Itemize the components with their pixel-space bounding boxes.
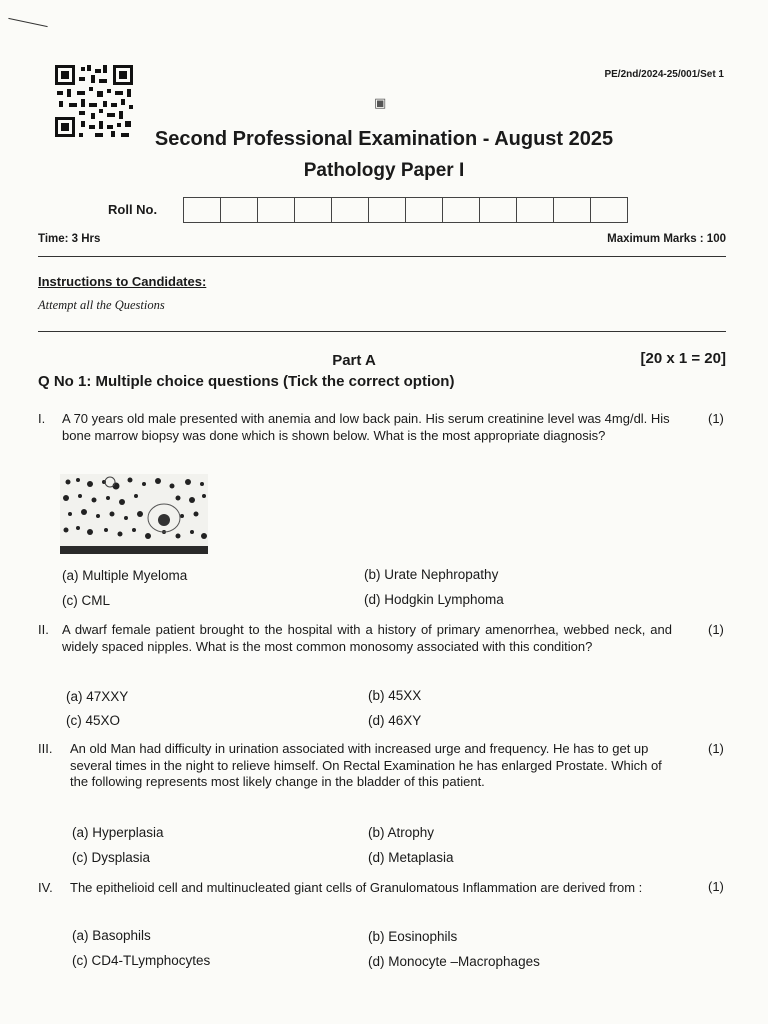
- part-marks: [20 x 1 = 20]: [640, 350, 726, 367]
- roll-number-label: Roll No.: [108, 202, 158, 217]
- option-b[interactable]: (b) Eosinophils: [368, 929, 458, 944]
- question-text: A 70 years old male presented with anemia and low back pain. His serum creatinine level was 4mg/dl. His bone marrow biopsy was done which is shown below. What is the most appropriate diagnosis?: [62, 411, 670, 443]
- question-number: III.: [38, 741, 53, 756]
- option-d[interactable]: (d) Hodgkin Lymphoma: [364, 592, 504, 607]
- roll-box[interactable]: [183, 197, 221, 223]
- option-c[interactable]: (c) 45XO: [66, 713, 121, 728]
- question-marks: (1): [708, 741, 724, 756]
- option-a[interactable]: (a) Hyperplasia: [72, 825, 164, 840]
- option-c[interactable]: (c) CD4-TLymphocytes: [72, 953, 211, 968]
- option-b[interactable]: (b) Urate Nephropathy: [364, 567, 499, 582]
- paper-reference: PE/2nd/2024-25/001/Set 1: [604, 69, 724, 80]
- roll-box[interactable]: [442, 197, 480, 223]
- roll-box[interactable]: [331, 197, 369, 223]
- maximum-marks: Maximum Marks : 100: [607, 233, 726, 245]
- roll-box[interactable]: [590, 197, 628, 223]
- roll-box[interactable]: [368, 197, 406, 223]
- option-b[interactable]: (b) Atrophy: [368, 825, 435, 840]
- divider: [38, 331, 726, 332]
- option-c[interactable]: (c) CML: [62, 593, 110, 608]
- roll-box[interactable]: [257, 197, 295, 223]
- option-d[interactable]: (d) 46XY: [368, 713, 422, 728]
- divider: [38, 256, 726, 257]
- roll-box[interactable]: [479, 197, 517, 223]
- option-d[interactable]: (d) Metaplasia: [368, 850, 454, 865]
- instructions-text: Attempt all the Questions: [38, 298, 165, 312]
- question-marks: (1): [708, 622, 724, 637]
- roll-box[interactable]: [405, 197, 443, 223]
- exam-duration: Time: 3 Hrs: [38, 233, 101, 245]
- roll-box[interactable]: [516, 197, 554, 223]
- option-c[interactable]: (c) Dysplasia: [72, 850, 151, 865]
- exam-title: Second Professional Examination - August 2025: [154, 128, 614, 150]
- roll-box[interactable]: [220, 197, 258, 223]
- option-a[interactable]: (a) 47XXY: [66, 689, 129, 704]
- question-number: I.: [38, 411, 46, 426]
- question-marks: (1): [708, 879, 724, 894]
- option-a[interactable]: (a) Basophils: [72, 928, 151, 943]
- bone-marrow-micrograph: [60, 474, 208, 554]
- question-marks: (1): [708, 411, 724, 426]
- part-title: Part A: [332, 352, 376, 369]
- roll-number-boxes[interactable]: [184, 197, 628, 223]
- broken-image-icon: ▣: [374, 95, 387, 110]
- scan-mark: [8, 18, 47, 27]
- option-d[interactable]: (d) Monocyte –Macrophages: [368, 954, 540, 969]
- instructions-heading: Instructions to Candidates:: [38, 274, 207, 289]
- question-text: The epithelioid cell and multinucleated giant cells of Granulomatous Inflammation are derived from :: [70, 880, 643, 895]
- question-number: II.: [38, 622, 49, 637]
- question-heading: Q No 1: Multiple choice questions (Tick the correct option): [38, 373, 455, 390]
- roll-box[interactable]: [294, 197, 332, 223]
- option-b[interactable]: (b) 45XX: [368, 688, 422, 703]
- question-text: An old Man had difficulty in urination associated with increased urge and frequency. He has to get up several times in the night to relieve himself. On Rectal Examination he has enlarged Prostate. Which of the following represents most likely change in the bladder of this patient.: [70, 741, 662, 789]
- question-text: A dwarf female patient brought to the hospital with a history of primary amenorrhea, webbed neck, and widely spaced nipples. What is the most common monosomy associated with this condition?: [62, 622, 672, 654]
- paper-subtitle: Pathology Paper I: [303, 160, 465, 181]
- roll-box[interactable]: [553, 197, 591, 223]
- option-a[interactable]: (a) Multiple Myeloma: [62, 568, 188, 583]
- question-number: IV.: [38, 880, 53, 895]
